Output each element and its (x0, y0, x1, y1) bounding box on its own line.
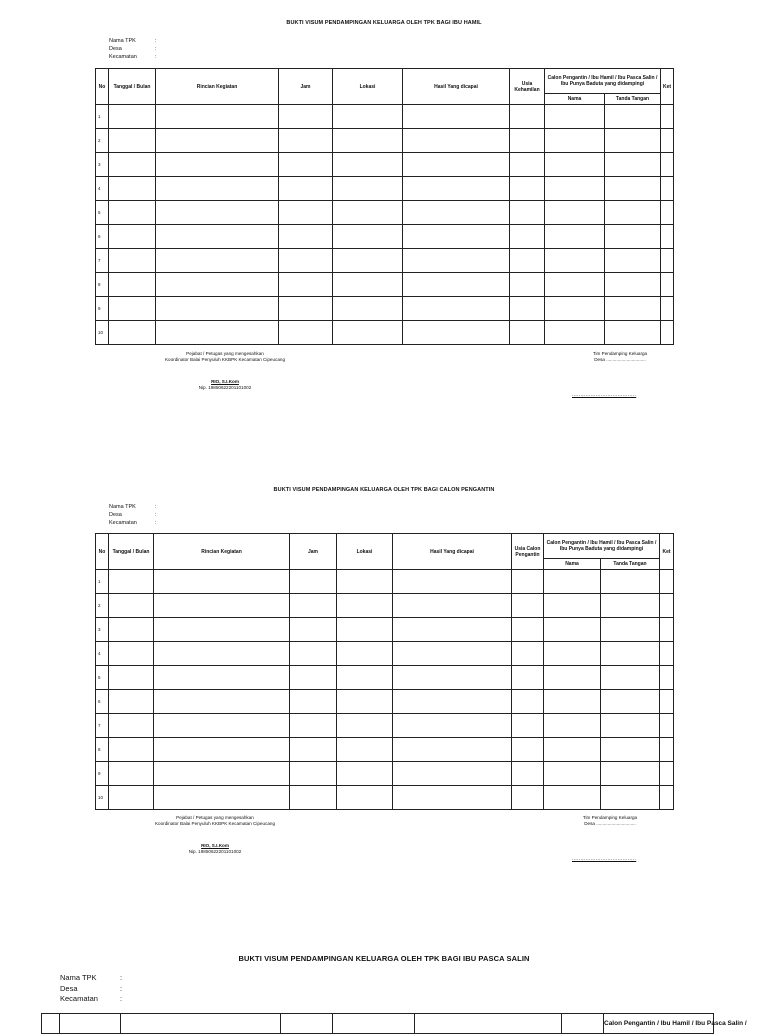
page-title: BUKTI VISUM PENDAMPINGAN KELUARGA OLEH TPK BAGI CALON PENGANTIN (273, 487, 495, 493)
col-header-rincian: Rincian Kegiatan (156, 69, 279, 105)
table-row (96, 129, 674, 153)
meta-label: Kecamatan (60, 994, 98, 1003)
row-number: 3 (96, 618, 109, 642)
col-header-hasil: Hasil Yang dicapai (403, 69, 510, 105)
row-number: 4 (96, 177, 109, 201)
meta-colon: : (155, 46, 157, 52)
signature-left-line2: Koordinator Balai Penyuluh KKBPK Kecamatan Cipeucang (164, 357, 286, 362)
signature-left-nip: Nip. 19850622201101002 (198, 385, 252, 390)
row-number: 10 (96, 321, 109, 345)
row-number: 4 (96, 642, 109, 666)
row-number: 5 (96, 666, 109, 690)
table-row (96, 690, 674, 714)
row-number: 1 (96, 105, 109, 129)
col-header-jam: Jam (290, 534, 337, 570)
row-number: 3 (96, 153, 109, 177)
col-header-no: No (96, 69, 109, 105)
signature-right-dots: ...................................... (572, 392, 637, 398)
row-number: 8 (96, 273, 109, 297)
table-row (96, 273, 674, 297)
meta-label: Kecamatan (109, 520, 137, 526)
meta-colon: : (120, 973, 123, 982)
col-header-nama: Nama (545, 94, 605, 105)
col-header-tanda: Tanda Tangan (601, 559, 660, 570)
row-number: 2 (96, 594, 109, 618)
table-row (96, 666, 674, 690)
col-header-tanggal: Tanggal / Bulan (109, 69, 156, 105)
table-row (96, 105, 674, 129)
meta-colon: : (155, 38, 157, 44)
table-row (96, 714, 674, 738)
row-number: 7 (96, 714, 109, 738)
meta-label: Desa (60, 983, 78, 993)
meta-colon: : (120, 983, 123, 993)
signature-right-dots: ...................................... (572, 856, 637, 862)
signature-right-line2: Desa ............................... (584, 821, 636, 826)
form-meta (109, 503, 161, 527)
row-number: 8 (96, 738, 109, 762)
col-header-rincian: Rincian Kegiatan (154, 534, 290, 570)
meta-colon: : (155, 520, 157, 526)
page-title: BUKTI VISUM PENDAMPINGAN KELUARGA OLEH TPK BAGI IBU PASCA SALIN (238, 954, 530, 963)
row-number: 10 (96, 786, 109, 810)
visum-table (41, 1013, 747, 1034)
meta-colon: : (155, 54, 157, 60)
meta-colon: : (155, 512, 157, 518)
table-row (96, 570, 674, 594)
table-row (96, 249, 674, 273)
col-header-lokasi: Lokasi (337, 534, 393, 570)
signature-right-line1: Tim Pendamping Keluarga (582, 815, 638, 820)
col-header-usia: Usia Kehamilan (510, 69, 545, 105)
table-row (96, 201, 674, 225)
form-meta (60, 973, 126, 1005)
meta-label: Nama TPK (109, 504, 136, 510)
form-meta (109, 37, 161, 61)
col-header-jam: Jam (279, 69, 333, 105)
meta-label: Kecamatan (109, 54, 137, 60)
col-header-hasil: Hasil Yang dicapai (393, 534, 512, 570)
table-row (96, 225, 674, 249)
signature-left-line1: Pejabat / Petugas yang mengesahkan (186, 351, 264, 356)
table-row (96, 321, 674, 345)
col-header-nama: Nama (544, 559, 601, 570)
col-header-group: Calon Pengantin / Ibu Hamil / Ibu Pasca Salin / Ibu Punya Baduta yang didampingi (545, 69, 661, 94)
col-header-ket: Ket (661, 69, 674, 105)
meta-label: Desa (109, 46, 122, 52)
signature-left (150, 351, 300, 391)
table-row (96, 177, 674, 201)
signature-left-name: RIO, S.I.Kom (211, 379, 239, 384)
col-header-tanggal: Tanggal / Bulan (109, 534, 154, 570)
table-row (96, 594, 674, 618)
table-row (96, 642, 674, 666)
signature-right-line1: Tim Pendamping Keluarga (592, 351, 648, 356)
table-row (96, 738, 674, 762)
row-number: 1 (96, 570, 109, 594)
signature-left-nip: Nip. 19850622201101002 (188, 849, 242, 854)
meta-colon: : (155, 504, 157, 510)
row-number: 5 (96, 201, 109, 225)
col-header-usia: Usia Calon Pengantin (512, 534, 544, 570)
meta-colon: : (120, 994, 123, 1003)
meta-label: Nama TPK (109, 38, 136, 44)
signature-right (560, 815, 660, 827)
table-row (96, 618, 674, 642)
meta-label: Desa (109, 512, 122, 518)
signature-left-line2: Koordinator Balai Penyuluh KKBPK Kecamatan Cipeucang (154, 821, 276, 826)
row-number: 6 (96, 690, 109, 714)
col-header-tanda: Tanda Tangan (605, 94, 661, 105)
table-row (96, 153, 674, 177)
signature-left-line1: Pejabat / Petugas yang mengesahkan (176, 815, 254, 820)
col-header-lokasi: Lokasi (333, 69, 403, 105)
row-number: 9 (96, 297, 109, 321)
page-title: BUKTI VISUM PENDAMPINGAN KELUARGA OLEH TPK BAGI IBU HAMIL (286, 20, 482, 26)
table-row (96, 297, 674, 321)
signature-left-name: RIO, S.I.Kom (201, 843, 229, 848)
row-number: 7 (96, 249, 109, 273)
row-number: 6 (96, 225, 109, 249)
visum-table (95, 68, 674, 345)
col-header-no: No (96, 534, 109, 570)
col-header-ket: Ket (660, 534, 674, 570)
signature-right-line2: Desa ............................... (594, 357, 646, 362)
row-number: 2 (96, 129, 109, 153)
visum-table (95, 533, 674, 810)
row-number: 9 (96, 762, 109, 786)
meta-label: Nama TPK (60, 973, 97, 982)
table-row (96, 762, 674, 786)
col-header-group: Calon Pengantin / Ibu Hamil / Ibu Pasca Salin / (604, 1014, 714, 1034)
table-row (96, 786, 674, 810)
col-header-group: Calon Pengantin / Ibu Hamil / Ibu Pasca Salin / Ibu Punya Baduta yang didampingi (544, 534, 660, 559)
signature-left (140, 815, 290, 855)
signature-right (570, 351, 670, 363)
